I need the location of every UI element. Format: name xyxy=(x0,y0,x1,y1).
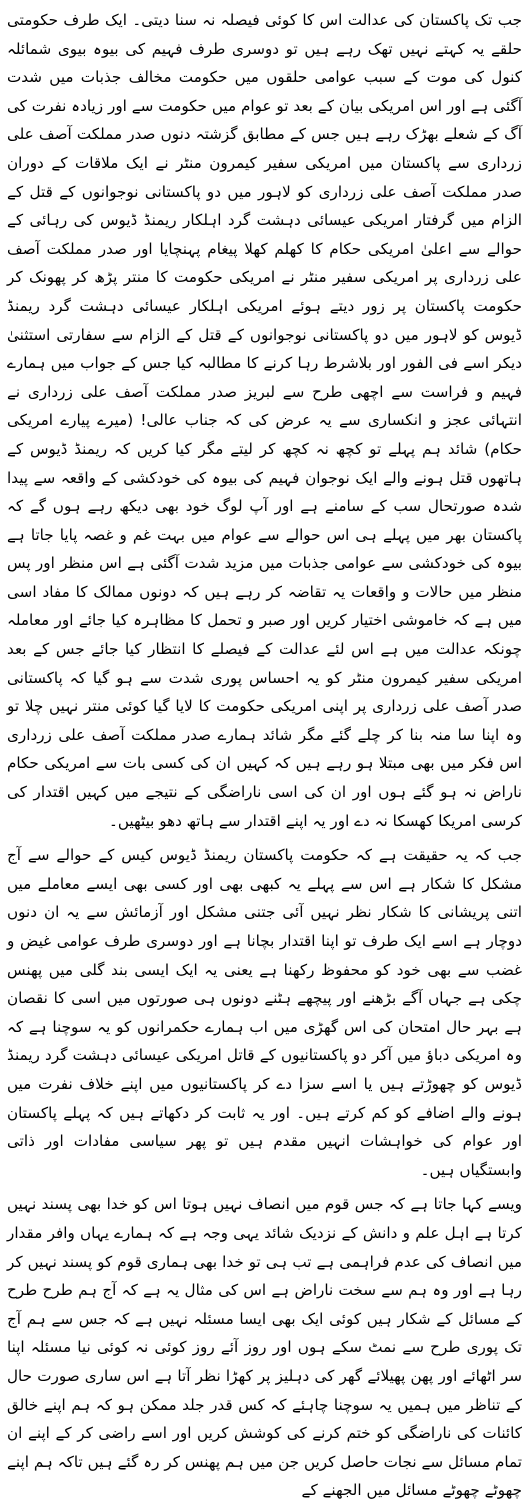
article-paragraph-3: ویسے کہا جاتا ہے کہ جس قوم میں انصاف نہیں ہوتا اس کو خدا بھی پسند نہیں کرتا ہے اہل علم و دانش کے نزدیک شائد یہی وجہ ہے کہ ہمارے یہاں وافر مقدار میں انصاف کی عدم فراہمی ہے تب ہی تو خدا بھی ہماری قوم کو پسند نہیں کر رہا ہے اور وہ ہم سے سخت ناراض ہے اس کی مثال یہ ہے کہ آج ہم طرح طرح کے مسائل کے شکار ہیں کوئی ایک بھی ایسا مسئلہ نہیں ہے کہ جس سے ہم آج تک پوری طرح سے نمٹ سکے ہوں اور روز آئے روز کوئی نہ کوئی نیا مسئلہ اپنا سر اٹھائے اور پھن پھیلائے گھر کی دہلیز پر کھڑا نظر آتا ہے اس ساری صورت حال کے تناظر میں ہمیں یہ سوچنا چاہئے کہ کس قدر جلد ممکن ہو کہ ہم اپنے خالق کائنات کی ناراضگی کو ختم کرنے کی کوشش کریں اور اسے راضی کر کے اپنے ان تمام مسائل سے نجات حاصل کریں جن میں ہم پھنس کر رہ گئے ہیں تاکہ ہم اپنے چھوٹے چھوٹے مسائل میں الجھنے کے xyxy=(7,1195,522,1500)
article-paragraph-2: جب کہ یہ حقیقت ہے کہ حکومت پاکستان ریمنڈ ڈیوس کیس کے حوالے سے آج مشکل کا شکار ہے اس سے پہلے یہ کبھی بھی اور کسی بھی ایسے معاملے میں اتنی پریشانی کا شکار نظر نہیں آئی جتنی مشکل اور آزمائش سے یہ ان دنوں دوچار ہے اسے ایک طرف تو اپنا اقتدار بچانا ہے اور دوسری طرف عوامی غیض و غضب سے بھی خود کو محفوظ رکھنا ہے یعنی یہ ایک ایسی بند گلی میں پھنس چکی ہے جہاں آگے بڑھنے اور پیچھے ہٹنے دونوں ہی صورتوں میں اسی کا نقصان ہے بہر حال امتحان کی اس گھڑی میں اب ہمارے حکمرانوں کو یہ سوچنا ہے کہ وہ امریکی دباؤ میں آکر دو پاکستانیوں کے قاتل امریکی عیسائی دہشت گرد ریمنڈ ڈیوس کو چھوڑتے ہیں یا اسے سزا دے کر پاکستانیوں میں اپنے خلاف نفرت میں ہونے والے اضافے کو کم کرتے ہیں۔ اور یہ ثابت کر دکھاتے ہیں کہ پہلے پاکستان اور عوام کی خواہشات انہیں مقدم ہیں تو پھر سیاسی مفادات اور ذاتی وابستگیاں ہیں۔ xyxy=(7,846,522,1179)
article-paragraph-1: جب تک پاکستان کی عدالت اس کا کوئی فیصلہ نہ سنا دیتی۔ ایک طرف حکومتی حلقے یہ کہتے نہیں تھک رہے ہیں تو دوسری طرف فہیم کی بیوہ بیوی شمائلہ کنول کی موت کے سبب عوامی حلقوں میں حکومت مخالف جذبات میں شدت آگئی ہے اور اس امریکی بیان کے بعد تو عوام میں حکومت سے اور زیادہ نفرت کی آگ کے شعلے بھڑک رہے ہیں جس کے مطابق گزشتہ دنوں صدر مملکت آصف علی زرداری سے پاکستان میں امریکی سفیر کیمرون منٹر نے ایک ملاقات کے دوران صدر مملکت آصف علی زرداری کو لاہور میں دو پاکستانی نوجوانوں کے قتل کے الزام میں گرفتار امریکی عیسائی دہشت گرد اہلکار ریمنڈ ڈیوس کی رہائی کے حوالے سے اعلیٰ امریکی حکام کا کھلم کھلا پیغام پہنچایا اور صدر مملکت آصف علی زرداری پر امریکی سفیر منٹر نے امریکی حکومت کا منتر پڑھ کر پھونک کر حکومت پاکستان پر زور دیتے ہوئے امریکی اہلکار عیسائی دہشت گرد ریمنڈ ڈیوس کو لاہور میں دو پاکستانی نوجوانوں کے قتل کے الزام سے سفارتی استثنیٰ دیکر اسے فی الفور اور بلاشرط رہا کرنے کا مطالبہ کیا جس کے جواب میں ہمارے فہیم و فراست سے اچھی طرح سے لبریز صدر مملکت آصف علی زرداری نے انتہائی عجز و انکساری سے یہ عرض کی کہ جناب عالی! (میرے پیارے امریکی حکام) شائد ہم پہلے تو کچھ نہ کچھ کر لیتے مگر کیا کریں کہ ریمنڈ ڈیوس کے ہاتھوں قتل ہونے والے ایک نوجوان فہیم کی بیوہ کی خودکشی کے واقعہ سے پیدا شدہ صورتحال سب کے سامنے ہے اور آپ لوگ خود بھی دیکھ رہے ہوں گے کہ پاکستان بھر میں پہلے ہی اس حوالے سے عوام میں بہت غم و غصہ پایا جاتا ہے بیوہ کی خودکشی سے عوامی جذبات میں مزید شدت آگئی ہے اس منظر اور پس منظر میں حالات و واقعات یہ تقاضہ کر رہے ہیں کہ دونوں ممالک کا مفاد اسی میں ہے کہ خاموشی اختیار کریں اور صبر و تحمل کا مظاہرہ کیا جائے اور معاملہ چونکہ عدالت میں ہے اس لئے عدالت کے فیصلے کا انتظار کیا جائے جس کے بعد امریکی سفیر کیمرون منٹر کو یہ احساس پوری شدت سے ہو گیا کہ پاکستانی صدر آصف علی زرداری پر اپنی امریکی حکومت کا لایا گیا کوئی منتر نہیں چلا تو وہ اپنا سا منہ بنا کر چلے گئے مگر شائد ہمارے صدر مملکت آصف علی زرداری اس فکر میں بھی مبتلا ہو رہے ہیں کہ کہیں ان کی کسی بات سے امریکی حکام ناراض نہ ہو گئے ہوں اور ان کی اسی ناراضگی کے نتیجے میں کہیں اقتدار کی کرسی امریکا کھسکا نہ دے اور یہ اپنے اقتدار سے ہاتھ دھو بیٹھیں۔ xyxy=(7,11,522,830)
